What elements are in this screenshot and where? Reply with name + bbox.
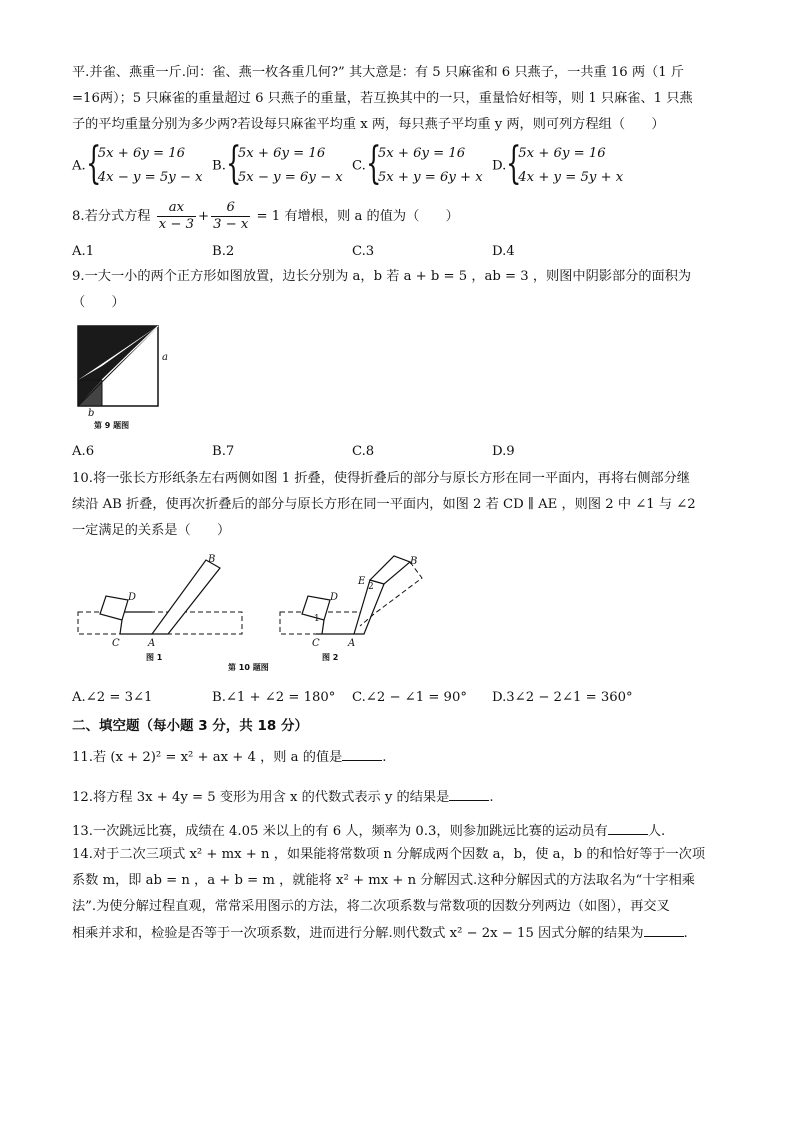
q14-line-3: 法”.为使分解过程直观，常常采用图示的方法，将二次项系数与常数项的因数分列两边（如图），再交叉 — [72, 899, 670, 914]
q8-fraction-1: $\frac{ax}{x - 3}$ — [158, 200, 194, 232]
q7-options — [72, 138, 722, 192]
q7-option-a: A. { 5x + 6y = 16 4x − y = 5y − x — [72, 138, 203, 189]
q10-fig2-label-2: 2 — [368, 582, 374, 592]
q10-fig2-label-c: C — [312, 638, 320, 649]
q9-figure — [72, 322, 182, 434]
q12-answer-blank[interactable] — [449, 788, 489, 801]
q10-figures — [72, 552, 452, 676]
q8-option-b: B.2 — [212, 244, 235, 259]
q8-option-c: C.3 — [352, 244, 375, 259]
q11-answer-blank[interactable] — [342, 748, 382, 761]
q8-option-d: D.4 — [492, 244, 515, 259]
q10-option-d: D.3∠2 − 2∠1 = 360° — [492, 690, 633, 705]
q10-option-c: C.∠2 − ∠1 = 90° — [352, 690, 467, 705]
q14-line-1: 14.对于二次三项式 x² + mx + n ，如果能将常数项 n 分解成两个因数 a，b，使 a，b 的和恰好等于一次项 — [72, 847, 706, 862]
q12: 12.将方程 3x + 4y = 5 变形为用含 x 的代数式表示 y 的结果是 . — [72, 790, 494, 805]
q9-caption: 第 9 题图 — [94, 421, 130, 430]
q10-figure-caption: 第 10 题图 — [228, 663, 269, 672]
q9-label-b: b — [88, 408, 95, 419]
q14-answer-blank[interactable] — [644, 924, 684, 937]
q7-option-d: D. { 5x + 6y = 16 4x + y = 5y + x — [492, 138, 624, 189]
q8-stem: 8.若分式方程 $\frac{ax}{x - 3}$ + $\frac{6}{3 - x}$ = 1 有增根，则 a 的值为（ ） — [72, 200, 459, 232]
q7-option-b: B. { 5x + 6y = 16 5x − y = 6y − x — [212, 138, 343, 189]
q7-option-c: C. { 5x + 6y = 16 5x + y = 6y + x — [352, 138, 483, 189]
q7-line-1: 平.并雀、燕重一斤.问：雀、燕一枚各重几何?” 其大意是：有 5 只麻雀和 6 只燕子，一共重 16 两（1 斤 — [72, 65, 684, 80]
q10-fig1-label-c: C — [112, 638, 120, 649]
q10-line-1: 10.将一张长方形纸条左右两侧如图 1 折叠，使得折叠后的部分与原长方形在同一平面内，再将右侧部分继 — [72, 471, 690, 486]
q10-fig2-label-d: D — [330, 592, 339, 603]
q10-fig1-label-b: B — [208, 554, 216, 565]
q10-fig2-label-a: A — [348, 638, 356, 649]
q9-option-b: B.7 — [212, 444, 235, 459]
q10-line-3: 一定满足的关系是（ ） — [72, 523, 231, 538]
q13-answer-blank[interactable] — [608, 822, 648, 835]
q8-fraction-2: $\frac{6}{3 - x}$ — [213, 200, 249, 232]
q10-line-2: 续沿 AB 折叠，使再次折叠后的部分与原长方形在同一平面内，如图 2 若 CD ∥ AE ，则图 2 中 ∠1 与 ∠2 — [72, 497, 696, 512]
q9-option-d: D.9 — [492, 444, 515, 459]
q14-line-2: 系数 m，即 ab = n ，a + b = m ，就能将 x² + mx + n 分解因式.这种分解因式的方法取名为“十字相乘 — [72, 873, 695, 888]
q14-line-4: 相乘并求和，检验是否等于一次项系数，进而进行分解.则代数式 x² − 2x − 15 因式分解的结果为 . — [72, 926, 688, 941]
q10-fig2-label-1: 1 — [314, 614, 320, 624]
q7-line-2: =16两）；5 只麻雀的重量超过 6 只燕子的重量，若互换其中的一只，重量恰好相等，则 1 只麻雀、1 只燕 — [72, 91, 693, 106]
q13: 13.一次跳远比赛，成绩在 4.05 米以上的有 6 人，频率为 0.3，则参加跳远比赛的运动员有 人. — [72, 824, 666, 839]
q10-option-b: B.∠1 + ∠2 = 180° — [212, 690, 336, 705]
section-2-heading: 二、填空题（每小题 3 分，共 18 分） — [72, 718, 308, 734]
q10-fig2-caption: 图 2 — [322, 653, 339, 662]
q8-option-a: A.1 — [72, 244, 95, 259]
q10-fig1-label-d: D — [128, 592, 137, 603]
q9-line-2: （ ） — [72, 295, 125, 310]
q7-line-3: 子的平均重量分别为多少两?若设每只麻雀平均重 x 两，每只燕子平均重 y 两，则可列方程组（ ） — [72, 117, 665, 132]
q9-line-1: 9.一大一小的两个正方形如图放置，边长分别为 a，b 若 a + b = 5 ，ab = 3 ，则图中阴影部分的面积为 — [72, 269, 692, 284]
q11: 11.若 (x + 2)² = x² + ax + 4 ，则 a 的值是 . — [72, 750, 387, 765]
q10-option-a: A.∠2 = 3∠1 — [72, 690, 153, 705]
q10-fig1-label-a: A — [148, 638, 156, 649]
q9-label-a: a — [162, 352, 168, 363]
q10-fig2-label-e: E — [358, 576, 366, 587]
q10-fig1-caption: 图 1 — [146, 653, 163, 662]
q10-folding-diagram — [72, 552, 452, 676]
q10-fig2-label-b: B — [410, 556, 418, 567]
q9-option-a: A.6 — [72, 444, 95, 459]
q9-option-c: C.8 — [352, 444, 375, 459]
